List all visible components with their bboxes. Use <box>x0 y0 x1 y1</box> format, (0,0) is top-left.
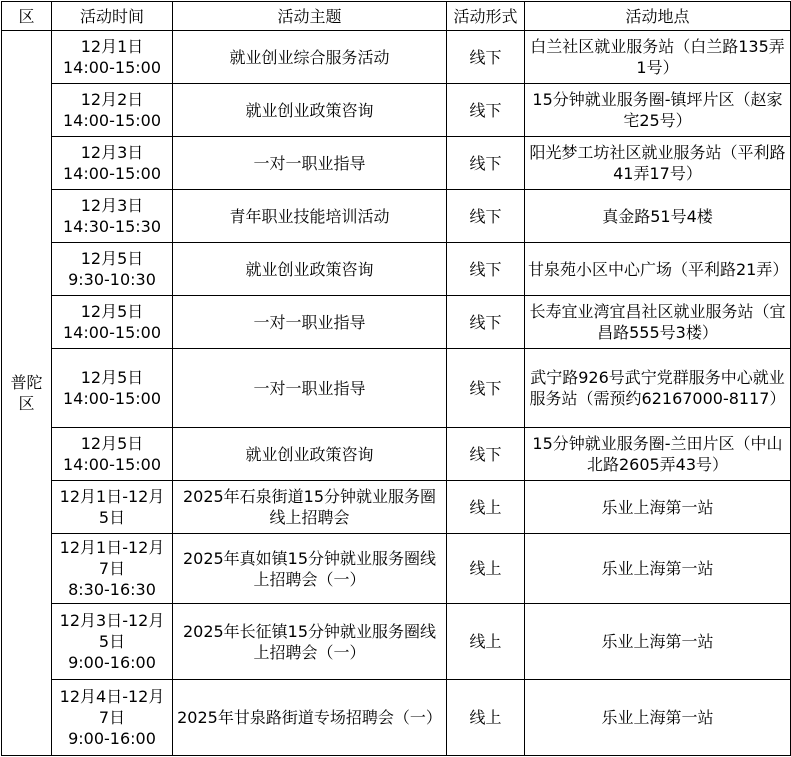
time-cell: 12月5日 14:00-15:00 <box>52 349 173 428</box>
time-cell: 12月4日-12月 7日 9:00-16:00 <box>52 680 173 756</box>
theme-cell: 就业创业政策咨询 <box>173 243 447 296</box>
form-cell: 线下 <box>447 349 525 428</box>
place-cell: 乐业上海第一站 <box>525 604 791 680</box>
place-cell: 武宁路926号武宁党群服务中心就业服务站（需预约62167000-8117） <box>525 349 791 428</box>
header-row <box>2 2 791 31</box>
theme-cell: 青年职业技能培训活动 <box>173 190 447 243</box>
form-cell: 线上 <box>447 680 525 756</box>
place-cell: 长寿宜业湾宜昌社区就业服务站（宜昌路555号3楼） <box>525 296 791 349</box>
header-theme: 活动主题 <box>173 2 447 31</box>
form-cell: 线下 <box>447 84 525 137</box>
table-row <box>2 190 791 243</box>
theme-cell: 2025年长征镇15分钟就业服务圈线上招聘会（一） <box>173 604 447 680</box>
header-place: 活动地点 <box>525 2 791 31</box>
time-cell: 12月5日 14:00-15:00 <box>52 296 173 349</box>
place-cell: 乐业上海第一站 <box>525 481 791 534</box>
form-cell: 线上 <box>447 604 525 680</box>
table-body <box>2 31 791 756</box>
table-row <box>2 428 791 481</box>
table-row <box>2 481 791 534</box>
time-cell: 12月5日 14:00-15:00 <box>52 428 173 481</box>
form-cell: 线下 <box>447 190 525 243</box>
activity-table <box>1 1 791 756</box>
form-cell: 线下 <box>447 296 525 349</box>
table-row <box>2 137 791 190</box>
theme-cell: 2025年甘泉路街道专场招聘会（一） <box>173 680 447 756</box>
place-cell: 真金路51号4楼 <box>525 190 791 243</box>
header-district: 区 <box>2 2 52 31</box>
theme-cell: 一对一职业指导 <box>173 137 447 190</box>
form-cell: 线下 <box>447 137 525 190</box>
place-cell: 阳光梦工坊社区就业服务站（平利路41弄17号） <box>525 137 791 190</box>
time-cell: 12月1日-12月 7日 8:30-16:30 <box>52 534 173 604</box>
form-cell: 线下 <box>447 243 525 296</box>
header-time: 活动时间 <box>52 2 173 31</box>
table-row <box>2 534 791 604</box>
theme-cell: 就业创业综合服务活动 <box>173 31 447 84</box>
table-row <box>2 84 791 137</box>
place-cell: 乐业上海第一站 <box>525 680 791 756</box>
theme-cell: 就业创业政策咨询 <box>173 428 447 481</box>
form-cell: 线下 <box>447 31 525 84</box>
theme-cell: 一对一职业指导 <box>173 349 447 428</box>
table-row <box>2 243 791 296</box>
header-form: 活动形式 <box>447 2 525 31</box>
time-cell: 12月1日-12月 5日 <box>52 481 173 534</box>
table-row <box>2 349 791 428</box>
table-row <box>2 31 791 84</box>
district-cell: 普陀区 <box>2 31 52 756</box>
form-cell: 线下 <box>447 428 525 481</box>
place-cell: 乐业上海第一站 <box>525 534 791 604</box>
time-cell: 12月5日 9:30-10:30 <box>52 243 173 296</box>
time-cell: 12月3日 14:30-15:30 <box>52 190 173 243</box>
theme-cell: 就业创业政策咨询 <box>173 84 447 137</box>
place-cell: 甘泉苑小区中心广场（平利路21弄） <box>525 243 791 296</box>
table-row <box>2 680 791 756</box>
time-cell: 12月1日 14:00-15:00 <box>52 31 173 84</box>
time-cell: 12月3日 14:00-15:00 <box>52 137 173 190</box>
theme-cell: 2025年石泉街道15分钟就业服务圈线上招聘会 <box>173 481 447 534</box>
form-cell: 线上 <box>447 481 525 534</box>
time-cell: 12月2日 14:00-15:00 <box>52 84 173 137</box>
place-cell: 15分钟就业服务圈-镇坪片区（赵家宅25号） <box>525 84 791 137</box>
theme-cell: 2025年真如镇15分钟就业服务圈线上招聘会（一） <box>173 534 447 604</box>
time-cell: 12月3日-12月 5日 9:00-16:00 <box>52 604 173 680</box>
place-cell: 白兰社区就业服务站（白兰路135弄1号） <box>525 31 791 84</box>
place-cell: 15分钟就业服务圈-兰田片区（中山北路2605弄43号） <box>525 428 791 481</box>
table-row <box>2 604 791 680</box>
table-row <box>2 296 791 349</box>
theme-cell: 一对一职业指导 <box>173 296 447 349</box>
form-cell: 线上 <box>447 534 525 604</box>
